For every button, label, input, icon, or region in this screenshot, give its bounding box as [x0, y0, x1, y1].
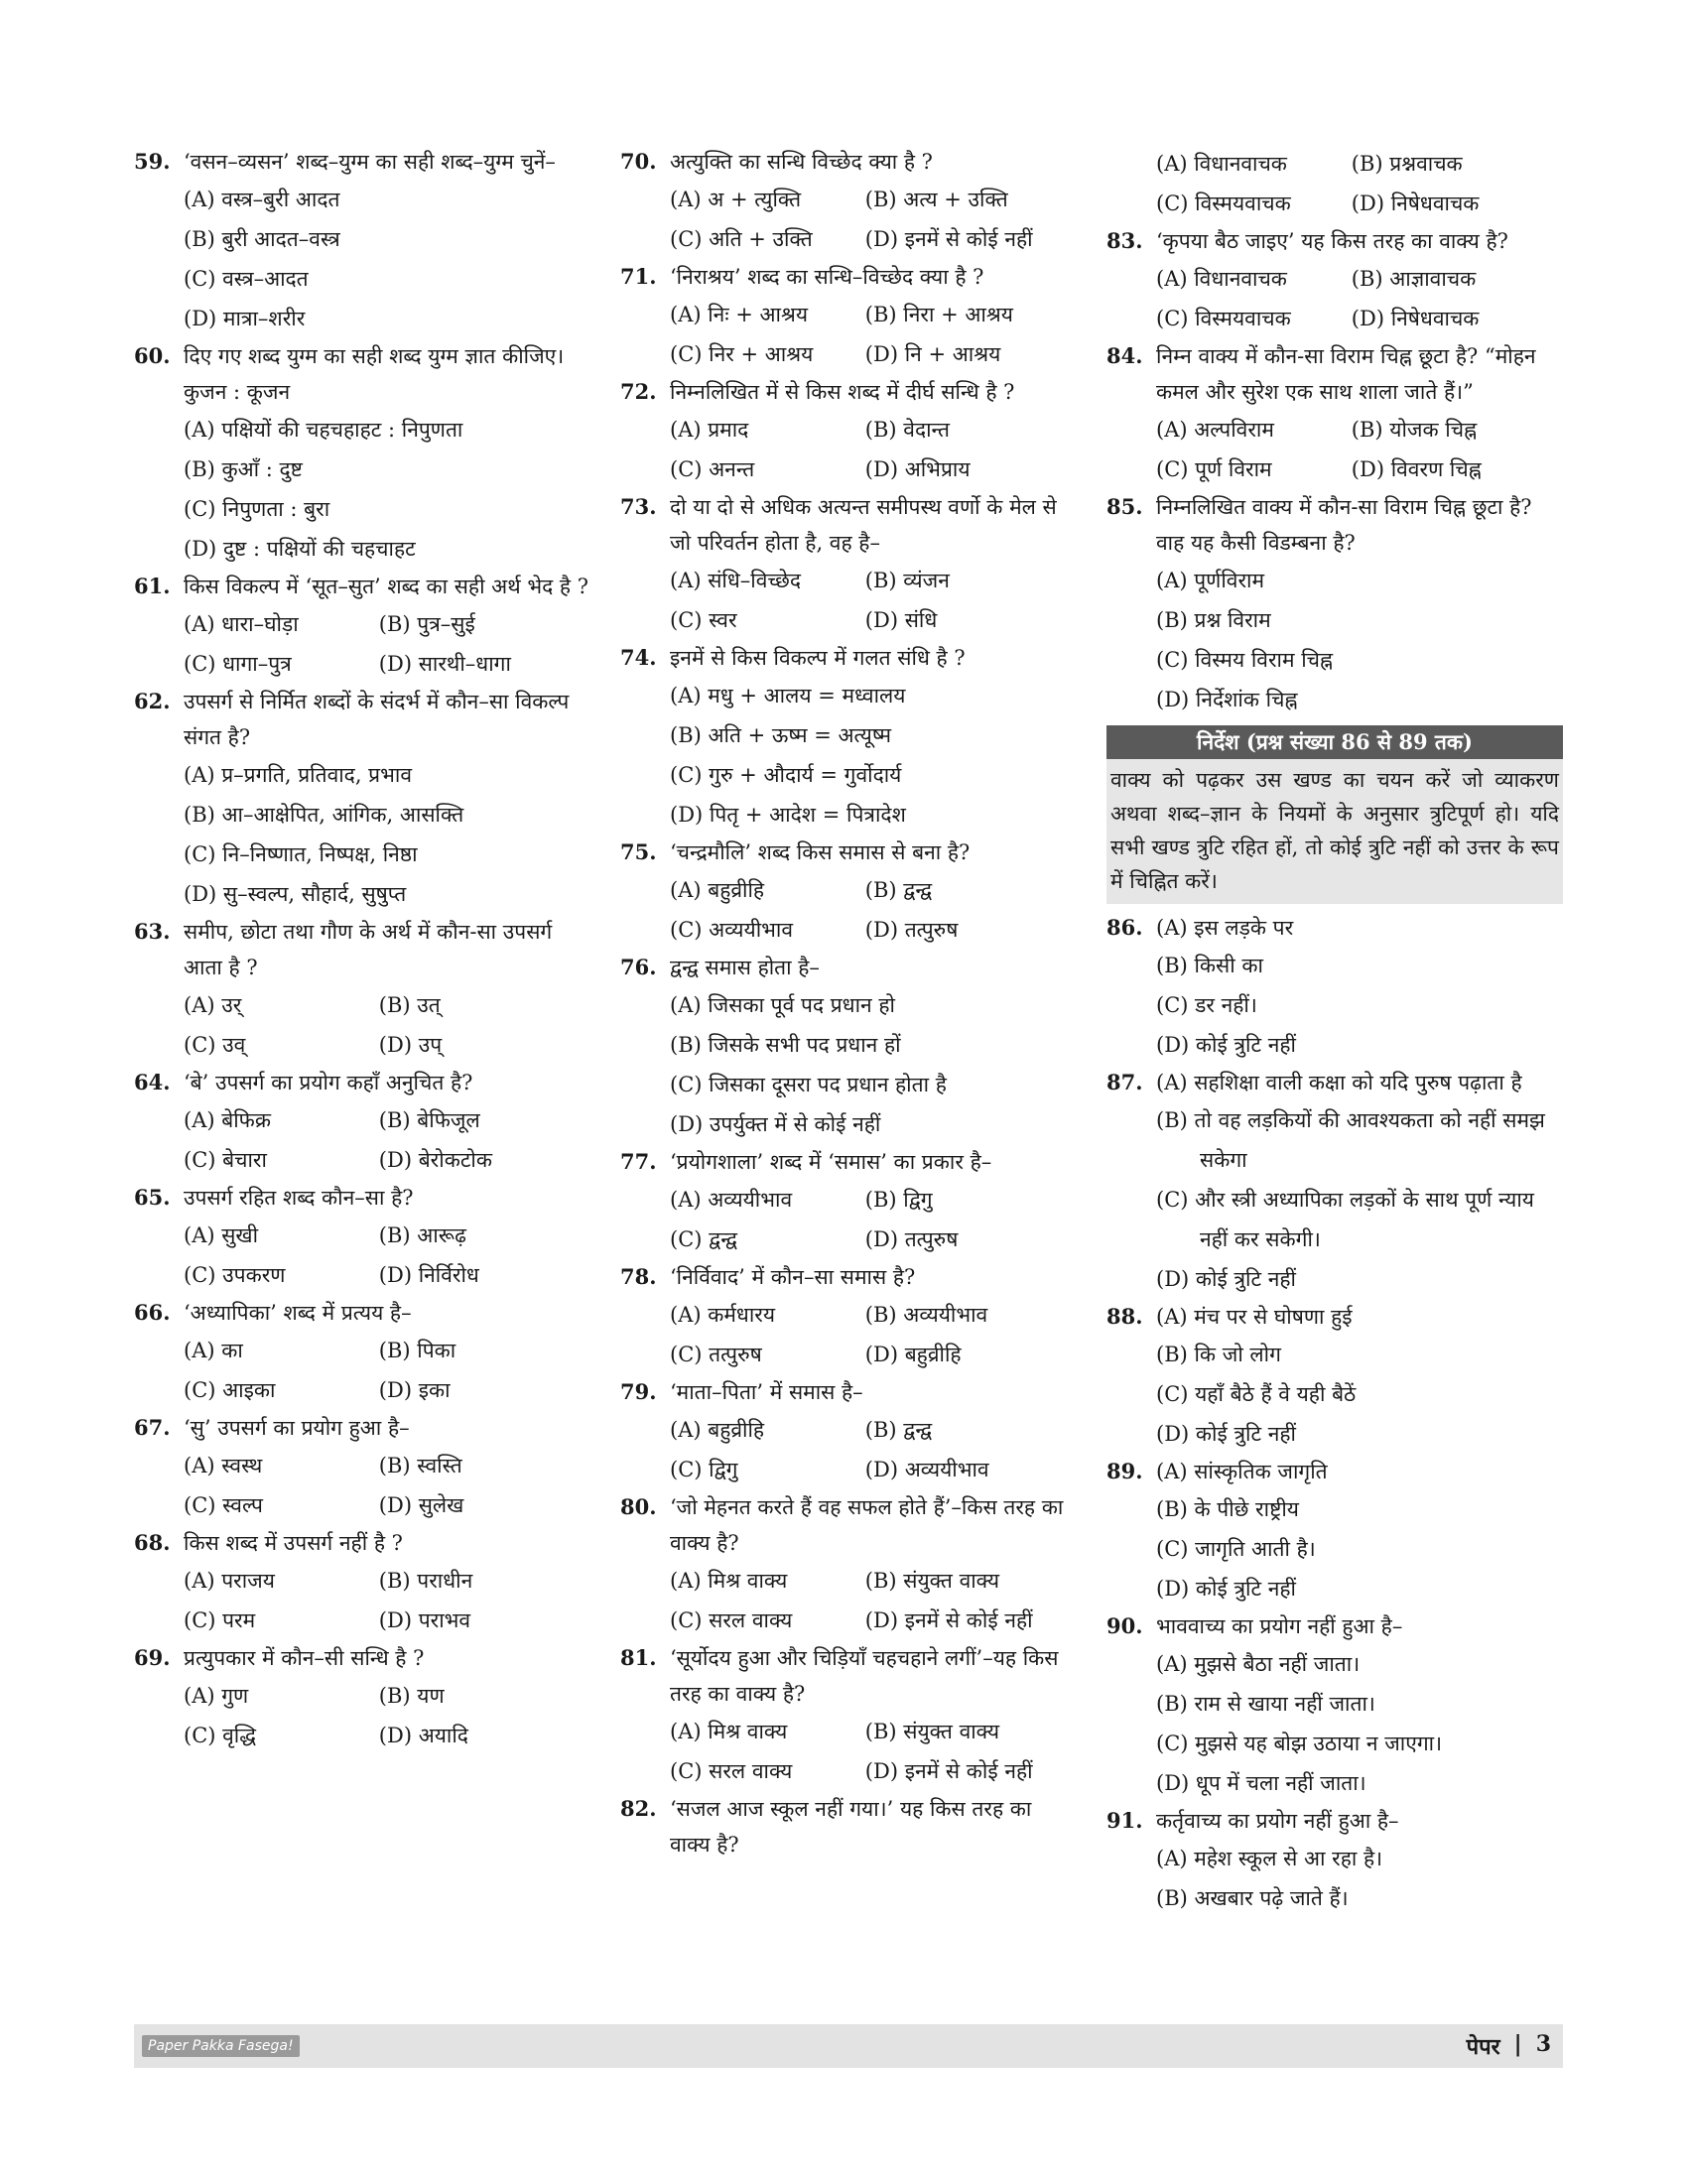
option: (D) अभिप्राय [864, 457, 971, 481]
option: (D) उपर्युक्त में से कोई नहीं [670, 1112, 881, 1136]
option: (C) उव् [184, 1033, 246, 1057]
options [1106, 1489, 1563, 1608]
question [1106, 1299, 1563, 1454]
option: (D) तत्पुरुष [864, 918, 959, 942]
option: (D) पितृ + आदेश = पित्रादेश [670, 803, 906, 827]
option: (C) आइका [184, 1378, 276, 1402]
option: (D) अयादि [378, 1724, 468, 1747]
question-text: भाववाच्य का प्रयोग नहीं हुआ है– [1156, 1614, 1403, 1638]
question-number: 81. [620, 1645, 657, 1670]
option: (B) व्यंजन [864, 569, 950, 592]
question-text: ‘वसन–व्यसन’ शब्द–युग्म का सही शब्द–युग्म चुनें– [184, 150, 556, 174]
column-3 [1106, 144, 1563, 1918]
column-2 [620, 144, 1077, 1863]
options [620, 1180, 1077, 1259]
question [1106, 1803, 1563, 1918]
option: (C) विस्मयवाचक [1156, 192, 1291, 215]
options [134, 1561, 590, 1640]
question [620, 835, 1077, 950]
option: (D) इनमें से कोई नहीं [864, 1608, 1033, 1632]
option: (A) उर् [184, 993, 242, 1017]
option: (B) प्रश्न विराम [1156, 608, 1271, 632]
question [1106, 144, 1563, 223]
option: (D) इनमें से कोई नहीं [864, 1759, 1033, 1783]
option: (C) स्वल्प [184, 1493, 263, 1517]
option: (D) अव्ययीभाव [864, 1458, 989, 1481]
question [1106, 1065, 1563, 1299]
option: (C) निर + आश्रय [670, 342, 814, 366]
option: (A) धारा–घोड़ा [184, 612, 299, 636]
question [1106, 910, 1563, 1065]
question-text: ‘निराश्रय’ शब्द का सन्धि–विच्छेद क्या है ? [670, 265, 984, 289]
option: (A) कर्मधारय [670, 1303, 776, 1327]
question-number: 76. [620, 955, 657, 979]
question [134, 144, 590, 338]
option: (B) प्रश्नवाचक [1351, 152, 1463, 176]
question-text: किस शब्द में उपसर्ग नहीं है ? [184, 1531, 403, 1555]
options [134, 1446, 590, 1525]
option: (B) आज्ञावाचक [1351, 267, 1477, 291]
option: (A) बहुव्रीहि [670, 1418, 765, 1442]
question-number: 71. [620, 264, 657, 289]
option: (B) वेदान्त [864, 418, 950, 442]
options [1106, 1839, 1563, 1918]
footer-separator: | [1513, 2031, 1522, 2057]
option: (A) मिश्र वाक्य [670, 1720, 788, 1743]
question-number: 89. [1106, 1459, 1143, 1483]
page-footer [134, 2024, 1563, 2068]
option: (D) उप् [378, 1033, 443, 1057]
option: (B) द्वन्द्व [864, 878, 933, 902]
question-text: अत्युक्ति का सन्धि विच्छेद क्या है ? [670, 150, 933, 174]
option: (C) सरल वाक्य [670, 1759, 793, 1783]
option: (A) सुखी [184, 1223, 259, 1247]
question-text: (A) मंच पर से घोषणा हुई [1156, 1305, 1353, 1329]
options [620, 870, 1077, 950]
option: (B) कि जो लोग [1156, 1343, 1281, 1366]
options [134, 1676, 590, 1755]
option: (B) द्वन्द्व [864, 1418, 933, 1442]
option: (B) आरूढ़ [378, 1223, 466, 1247]
options [1106, 1335, 1563, 1454]
question-number: 77. [620, 1149, 657, 1174]
option: (D) सु–स्वल्प, सौहार्द, सुषुप्त [184, 882, 407, 906]
question-number: 85. [1106, 494, 1143, 519]
option: (B) संयुक्त वाक्य [864, 1720, 1000, 1743]
option: (A) बेफिक्र [184, 1108, 271, 1132]
option: (C) द्विगु [670, 1458, 738, 1481]
option: (A) संधि–विच्छेद [670, 569, 801, 592]
option: (B) पुत्र–सुई [378, 612, 475, 636]
question [620, 1259, 1077, 1374]
option: (A) अ + त्युक्ति [670, 188, 802, 211]
question-number: 80. [620, 1494, 657, 1519]
question [1106, 223, 1563, 338]
option: (C) निपुणता : बुरा [184, 497, 330, 521]
option: (B) तो वह लड़कियों की आवश्यकता को नहीं समझ सकेगा [1156, 1108, 1545, 1172]
question-text: इनमें से किस विकल्प में गलत संधि है ? [670, 646, 966, 670]
question-number: 87. [1106, 1070, 1143, 1094]
option: (D) निषेधवाचक [1351, 192, 1480, 215]
option: (D) कोई त्रुटि नहीं [1156, 1267, 1296, 1291]
option: (D) निर्विरोध [378, 1263, 479, 1287]
options [134, 1331, 590, 1410]
question-number: 83. [1106, 228, 1143, 253]
question-text: ‘सूर्योदय हुआ और चिड़ियाँ चहचहाने लगीं’–यह किस तरह का वाक्य है? [670, 1646, 1059, 1706]
question [620, 1144, 1077, 1259]
question-text: उपसर्ग रहित शब्द कौन–सा है? [184, 1186, 414, 1210]
option: (B) उत् [378, 993, 441, 1017]
question-text: द्वन्द्व समास होता है– [670, 956, 820, 979]
option: (C) विस्मयवाचक [1156, 307, 1291, 330]
question [620, 374, 1077, 489]
option: (D) मात्रा–शरीर [184, 307, 306, 330]
option: (A) महेश स्कूल से आ रहा है। [1156, 1847, 1383, 1870]
question [620, 144, 1077, 259]
options [620, 561, 1077, 640]
section-heading: निर्देश (प्रश्न संख्या 86 से 89 तक) [1106, 725, 1563, 759]
question [134, 569, 590, 684]
question-text: निम्न वाक्य में कौन-सा विराम चिह्न छूटा है? “मोहन कमल और सुरेश एक साथ शाला जाते हैं।” [1156, 344, 1536, 404]
question-number: 78. [620, 1264, 657, 1289]
option: (A) प्रमाद [670, 418, 749, 442]
option: (C) नि–निष्णात, निष्पक्ष, निष्ठा [184, 842, 418, 866]
option: (B) द्विगु [864, 1188, 933, 1212]
question-number: 60. [134, 343, 171, 368]
option: (B) के पीछे राष्ट्रीय [1156, 1497, 1299, 1521]
question [1106, 489, 1563, 719]
option: (B) पराधीन [378, 1569, 473, 1593]
question-number: 63. [134, 919, 171, 944]
options [1106, 144, 1563, 223]
question-text: ‘अध्यापिका’ शब्द में प्रत्यय है– [184, 1301, 412, 1325]
option: (C) अनन्त [670, 457, 755, 481]
question-text: समीप, छोटा तथा गौण के अर्थ में कौन-सा उपसर्ग आता है ? [184, 920, 553, 979]
question [1106, 1608, 1563, 1803]
option: (D) कोई त्रुटि नहीं [1156, 1033, 1296, 1057]
question [1106, 338, 1563, 489]
brand-logo: Paper Pakka Fasega! [142, 2035, 300, 2057]
option: (A) गुण [184, 1684, 249, 1708]
question-text: (A) सहशिक्षा वाली कक्षा को यदि पुरुष पढ़ाता है [1156, 1071, 1522, 1094]
question-number: 72. [620, 379, 657, 404]
option: (A) स्वस्थ [184, 1454, 263, 1477]
question-number: 68. [134, 1530, 171, 1555]
question [1106, 1454, 1563, 1608]
question [620, 1489, 1077, 1640]
question-text: दो या दो से अधिक अत्यन्त समीपस्थ वर्णो के मेल से जो परिवर्तन होता है, वह है– [670, 495, 1057, 555]
question-text: (A) इस लड़के पर [1156, 916, 1294, 940]
options [1106, 1100, 1563, 1299]
options [1106, 410, 1563, 489]
option: (C) अव्ययीभाव [670, 918, 794, 942]
option: (A) विधानवाचक [1156, 152, 1287, 176]
option: (C) गुरु + औदार्य = गुर्वोदार्य [670, 763, 902, 787]
option: (A) निः + आश्रय [670, 303, 809, 326]
options [1106, 1644, 1563, 1803]
option: (A) पूर्णविराम [1156, 569, 1265, 592]
options [134, 1216, 590, 1295]
options [620, 410, 1077, 489]
option: (C) द्वन्द्व [670, 1227, 737, 1251]
question-number: 59. [134, 149, 171, 174]
question-text: ‘चन्द्रमौलि’ शब्द किस समास से बना है? [670, 840, 971, 864]
option: (C) वृद्धि [184, 1724, 257, 1747]
question [620, 489, 1077, 640]
options [1106, 561, 1563, 719]
question-number: 65. [134, 1185, 171, 1210]
options [134, 755, 590, 914]
question-text: ‘सजल आज स्कूल नहीं गया।’ यह किस तरह का वाक्य है? [670, 1797, 1032, 1857]
question-number: 91. [1106, 1808, 1143, 1833]
question [134, 1180, 590, 1295]
question-number: 79. [620, 1379, 657, 1404]
option: (D) दुष्ट : पक्षियों की चहचाहट [184, 537, 416, 561]
question-number: 74. [620, 645, 657, 670]
column-3-top [1106, 144, 1563, 719]
question-number: 75. [620, 839, 657, 864]
option: (C) मुझसे यह बोझ उठाया न जाएगा। [1156, 1732, 1443, 1755]
option: (B) संयुक्त वाक्य [864, 1569, 1000, 1593]
question [620, 259, 1077, 374]
option: (C) वस्त्र–आदत [184, 267, 309, 291]
option: (C) डर नहीं। [1156, 993, 1257, 1017]
page-info [1467, 2031, 1551, 2061]
question-text: प्रत्युपकार में कौन–सी सन्धि है ? [184, 1646, 425, 1670]
option: (C) परम [184, 1608, 256, 1632]
question-text: (A) सांस्कृतिक जागृति [1156, 1460, 1328, 1483]
question-text: ‘माता–पिता’ में समास है– [670, 1380, 863, 1404]
page-number: 3 [1535, 2031, 1551, 2057]
question-number: 70. [620, 149, 657, 174]
question-number: 69. [134, 1645, 171, 1670]
question-number: 73. [620, 494, 657, 519]
question-number: 61. [134, 574, 171, 598]
question [134, 338, 590, 569]
option: (D) पराभव [378, 1608, 471, 1632]
option: (D) कोई त्रुटि नहीं [1156, 1577, 1296, 1601]
column-1 [134, 144, 590, 1755]
option: (C) सरल वाक्य [670, 1608, 793, 1632]
options [1106, 946, 1563, 1065]
option: (D) बेरोकटोक [378, 1148, 492, 1172]
option: (A) अव्ययीभाव [670, 1188, 793, 1212]
option: (B) निरा + आश्रय [864, 303, 1013, 326]
options [134, 1100, 590, 1180]
question-number: 64. [134, 1070, 171, 1094]
option: (B) यण [378, 1684, 445, 1708]
question [134, 1410, 590, 1525]
question [620, 640, 1077, 835]
option: (C) यहाँ बैठे हैं वे यही बैठें [1156, 1382, 1357, 1406]
options [620, 180, 1077, 259]
options [620, 1295, 1077, 1374]
options [620, 1712, 1077, 1791]
option: (B) योजक चिह्न [1351, 418, 1478, 442]
options [1106, 259, 1563, 338]
option: (C) जिसका दूसरा पद प्रधान होता है [670, 1073, 947, 1096]
option: (D) इका [378, 1378, 451, 1402]
question [620, 1374, 1077, 1489]
question [620, 1640, 1077, 1791]
question-text: निम्नलिखित वाक्य में कौन-सा विराम चिह्न छूटा है? वाह यह कैसी विडम्बना है? [1156, 495, 1532, 555]
option: (C) उपकरण [184, 1263, 286, 1287]
option: (D) इनमें से कोई नहीं [864, 227, 1033, 251]
option: (B) अखबार पढ़े जाते हैं। [1156, 1886, 1349, 1910]
option: (D) धूप में चला नहीं जाता। [1156, 1771, 1366, 1795]
question-text: ‘बे’ उपसर्ग का प्रयोग कहाँ अनुचित है? [184, 1071, 473, 1094]
option: (D) निषेधवाचक [1351, 307, 1480, 330]
question [620, 1791, 1077, 1863]
question-text: दिए गए शब्द युग्म का सही शब्द युग्म ज्ञात कीजिए। [184, 344, 565, 368]
option: (B) बुरी आदत–वस्त्र [184, 227, 340, 251]
option: (B) किसी का [1156, 954, 1263, 977]
question-number: 82. [620, 1796, 657, 1821]
options [620, 1410, 1077, 1489]
option: (C) अति + उक्ति [670, 227, 813, 251]
option: (C) तत्पुरुष [670, 1343, 762, 1366]
question-text: निम्नलिखित में से किस शब्द में दीर्घ सन्धि है ? [670, 380, 1015, 404]
option: (A) पक्षियों की चहचहाहट : निपुणता [184, 418, 463, 442]
question [620, 950, 1077, 1144]
option: (C) जागृति आती है। [1156, 1537, 1316, 1561]
question-number: 67. [134, 1415, 171, 1440]
option: (B) आ–आक्षेपित, आंगिक, आसक्ति [184, 803, 464, 827]
option: (B) बेफिजूल [378, 1108, 480, 1132]
question [134, 1640, 590, 1755]
option: (A) मधु + आलय = मध्वालय [670, 684, 906, 707]
option: (D) तत्पुरुष [864, 1227, 959, 1251]
column-3-bottom [1106, 910, 1563, 1918]
option: (C) पूर्ण विराम [1156, 457, 1272, 481]
question-text: ‘प्रयोगशाला’ शब्द में ‘समास’ का प्रकार है– [670, 1150, 992, 1174]
question-number: 62. [134, 689, 171, 713]
option: (B) पिका [378, 1339, 456, 1362]
question-text: कर्तृवाच्य का प्रयोग नहीं हुआ है– [1156, 1809, 1399, 1833]
option: (B) स्वस्ति [378, 1454, 462, 1477]
options [620, 676, 1077, 835]
option: (B) अव्ययीभाव [864, 1303, 988, 1327]
option: (D) संधि [864, 608, 938, 632]
option: (D) निर्देशांक चिह्न [1156, 688, 1298, 711]
question-number: 90. [1106, 1613, 1143, 1638]
options [134, 410, 590, 569]
question-text: ‘कृपया बैठ जाइए’ यह किस तरह का वाक्य है? [1156, 229, 1508, 253]
question [134, 1295, 590, 1410]
question [134, 1525, 590, 1640]
option: (A) प्र–प्रगति, प्रतिवाद, प्रभाव [184, 763, 413, 787]
options [134, 604, 590, 684]
question-number: 84. [1106, 343, 1143, 368]
option: (A) मिश्र वाक्य [670, 1569, 788, 1593]
section-instructions: वाक्य को पढ़कर उस खण्ड का चयन करें जो व्याकरण अथवा शब्द–ज्ञान के नियमों के अनुसार त्रुटिपूर्ण हो। यदि सभी खण्ड त्रुटि रहित हों, तो कोई त्रुटि नहीं को उत्तर के रूप में चिह्नित करें। [1106, 759, 1563, 904]
option: (D) कोई त्रुटि नहीं [1156, 1422, 1296, 1446]
option: (A) विधानवाचक [1156, 267, 1287, 291]
option: (D) नि + आश्रय [864, 342, 1001, 366]
option: (A) का [184, 1339, 243, 1362]
option: (D) बहुव्रीहि [864, 1343, 962, 1366]
options [620, 295, 1077, 374]
option: (B) कुआँ : दुष्ट [184, 457, 303, 481]
option: (C) विस्मय विराम चिह्न [1156, 648, 1334, 672]
option: (B) अति + ऊष्म = अत्यूष्म [670, 723, 892, 747]
option: (A) वस्त्र–बुरी आदत [184, 188, 340, 211]
option: (A) पराजय [184, 1569, 275, 1593]
option: (C) स्वर [670, 608, 737, 632]
options [620, 1561, 1077, 1640]
option: (A) मुझसे बैठा नहीं जाता। [1156, 1652, 1361, 1676]
question-number: 66. [134, 1300, 171, 1325]
options [134, 985, 590, 1065]
option: (C) बेचारा [184, 1148, 267, 1172]
option: (B) जिसके सभी पद प्रधान हों [670, 1033, 901, 1057]
question [134, 684, 590, 914]
option: (C) और स्त्री अध्यापिका लड़कों के साथ पूर्ण न्याय नहीं कर सकेगी। [1156, 1188, 1534, 1251]
option: (C) धागा–पुत्र [184, 652, 292, 676]
footer-label: पेपर [1466, 2034, 1500, 2060]
question-text: ‘जो मेहनत करते हैं वह सफल होते हैं’–किस तरह का वाक्य है? [670, 1495, 1064, 1555]
option: (D) विवरण चिह्न [1351, 457, 1482, 481]
options [620, 985, 1077, 1144]
question-number: 86. [1106, 915, 1143, 940]
question [134, 914, 590, 1065]
question-number: 88. [1106, 1304, 1143, 1329]
option: (A) बहुव्रीहि [670, 878, 765, 902]
option: (D) सुलेख [378, 1493, 464, 1517]
question-text: किस विकल्प में ‘सूत–सुत’ शब्द का सही अर्थ भेद है ? [184, 575, 588, 598]
question-text: उपसर्ग से निर्मित शब्दों के संदर्भ में कौन–सा विकल्प संगत है? [184, 690, 570, 749]
option: (B) राम से खाया नहीं जाता। [1156, 1692, 1375, 1716]
option: (D) सारथी–धागा [378, 652, 511, 676]
options [134, 180, 590, 338]
option: (B) अत्य + उक्ति [864, 188, 1008, 211]
option: (A) अल्पविराम [1156, 418, 1274, 442]
question-extra: कुजन : कूजन [184, 380, 291, 404]
question [134, 1065, 590, 1180]
question-text: ‘सु’ उपसर्ग का प्रयोग हुआ है– [184, 1416, 410, 1440]
question-text: ‘निर्विवाद’ में कौन–सा समास है? [670, 1265, 916, 1289]
option: (A) जिसका पूर्व पद प्रधान हो [670, 993, 895, 1017]
